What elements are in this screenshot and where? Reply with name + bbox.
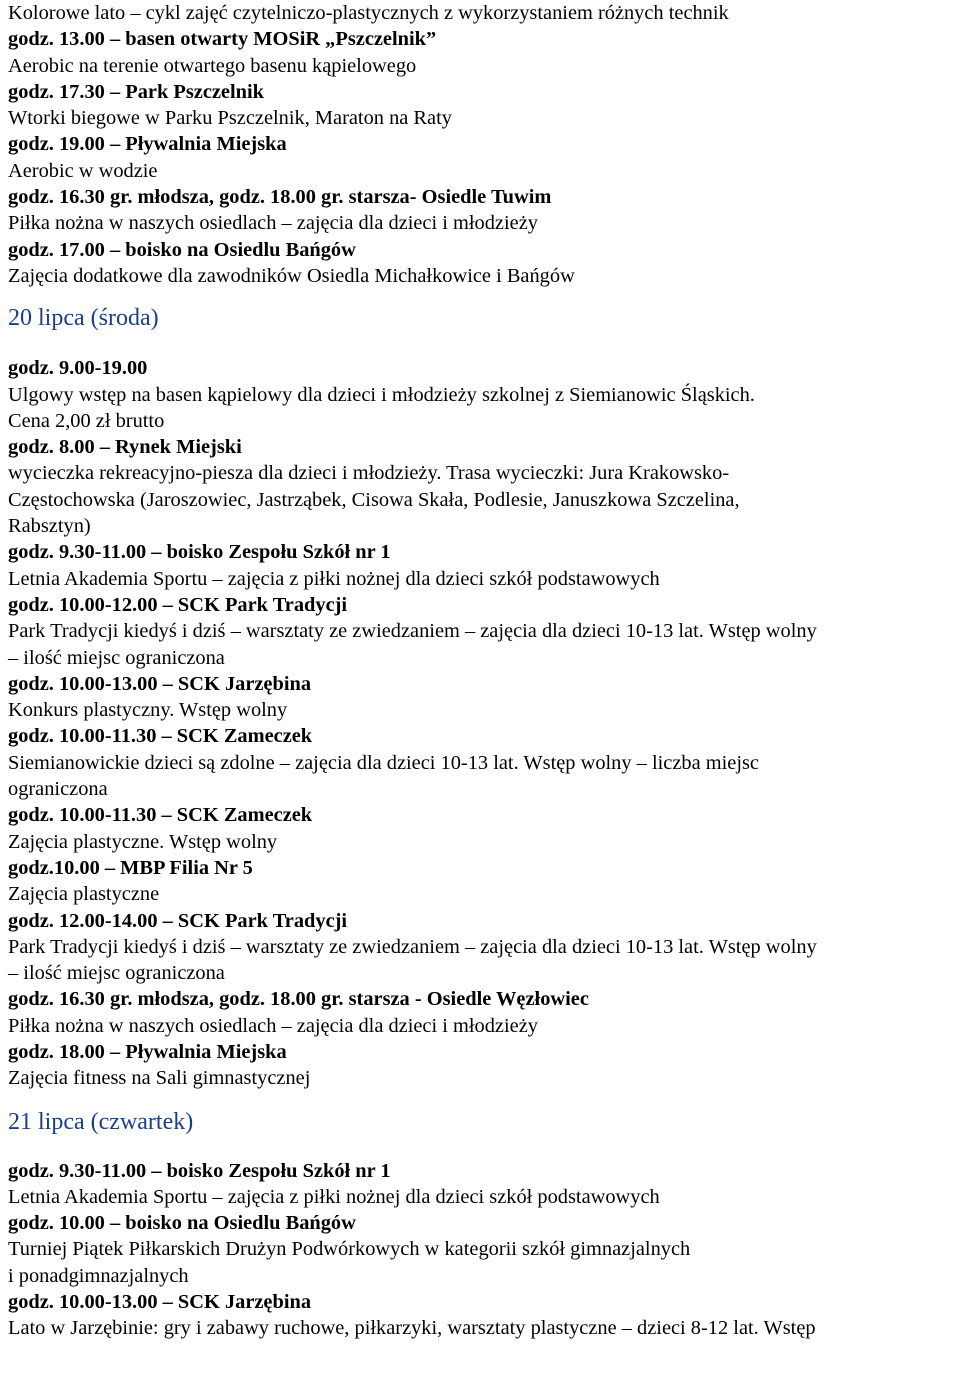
day-heading: 21 lipca (czwartek) bbox=[8, 1108, 194, 1135]
event-description: Kolorowe lato – cykl zajęć czytelniczo-plastycznych z wykorzystaniem różnych technik bbox=[8, 2, 729, 24]
event-time-location: godz. 13.00 – basen otwarty MOSiR „Pszczelnik” bbox=[8, 28, 437, 51]
event-description: – ilość miejsc ograniczona bbox=[8, 646, 225, 669]
schedule-section-day-1 bbox=[8, 355, 952, 1091]
event-description: Cena 2,00 zł brutto bbox=[8, 409, 165, 432]
event-time-location: godz. 18.00 – Pływalnia Miejska bbox=[8, 1040, 287, 1063]
event-description: Piłka nożna w naszych osiedlach – zajęcia dla dzieci i młodzieży bbox=[8, 212, 538, 235]
event-description: Wtorki biegowe w Parku Pszczelnik, Maraton na Raty bbox=[8, 107, 452, 130]
event-time-location: godz. 16.30 gr. młodsza, godz. 18.00 gr. starsza- Osiedle Tuwim bbox=[8, 186, 552, 209]
event-description: Aerobic na terenie otwartego basenu kąpielowego bbox=[8, 54, 417, 77]
event-description: Park Tradycji kiedyś i dziś – warsztaty ze zwiedzaniem – zajęcia dla dzieci 10-13 lat. Wstęp wolny bbox=[8, 620, 817, 643]
day-heading-wrapper bbox=[8, 289, 952, 355]
event-time-location: godz.10.00 – MBP Filia Nr 5 bbox=[8, 856, 253, 879]
event-time-location: godz. 9.30-11.00 – boisko Zespołu Szkół nr 1 bbox=[8, 541, 391, 564]
event-time-location: godz. 10.00 – boisko na Osiedlu Bańgów bbox=[8, 1212, 356, 1235]
event-description: wycieczka rekreacyjno-piesza dla dzieci i młodzieży. Trasa wycieczki: Jura Krakowsko- bbox=[8, 462, 730, 485]
schedule-section-before-day-1 bbox=[8, 0, 952, 289]
event-description: Piłka nożna w naszych osiedlach – zajęcia dla dzieci i młodzieży bbox=[8, 1014, 538, 1037]
event-description: Zajęcia fitness na Sali gimnastycznej bbox=[8, 1067, 311, 1090]
event-time-location: godz. 17.00 – boisko na Osiedlu Bańgów bbox=[8, 238, 356, 261]
event-description: Aerobic w wodzie bbox=[8, 159, 158, 182]
event-time-location: godz. 17.30 – Park Pszczelnik bbox=[8, 80, 264, 103]
event-time-location: godz. 9.30-11.00 – boisko Zespołu Szkół nr 1 bbox=[8, 1159, 391, 1182]
event-description: Lato w Jarzębinie: gry i zabawy ruchowe, piłkarzyki, warsztaty plastyczne – dzieci 8-12 lat. Wstęp bbox=[8, 1317, 816, 1340]
event-description: Rabsztyn) bbox=[8, 515, 91, 538]
event-time-location: godz. 19.00 – Pływalnia Miejska bbox=[8, 133, 287, 156]
event-description: Siemianowickie dzieci są zdolne – zajęcia dla dzieci 10-13 lat. Wstęp wolny – liczba miejsc bbox=[8, 751, 759, 774]
event-description: Park Tradycji kiedyś i dziś – warsztaty ze zwiedzaniem – zajęcia dla dzieci 10-13 lat. Wstęp wolny bbox=[8, 935, 817, 958]
event-description: Częstochowska (Jaroszowiec, Jastrząbek, Cisowa Skała, Podlesie, Januszkowa Szczelina, bbox=[8, 488, 740, 511]
event-time-location: godz. 12.00-14.00 – SCK Park Tradycji bbox=[8, 909, 348, 932]
event-description: Ulgowy wstęp na basen kąpielowy dla dzieci i młodzieży szkolnej z Siemianowic Śląskich. bbox=[8, 383, 755, 406]
event-description: ograniczona bbox=[8, 778, 108, 801]
event-description: Letnia Akademia Sportu – zajęcia z piłki nożnej dla dzieci szkół podstawowych bbox=[8, 567, 660, 590]
event-description: Letnia Akademia Sportu – zajęcia z piłki nożnej dla dzieci szkół podstawowych bbox=[8, 1185, 660, 1208]
event-description: i ponadgimnazjalnych bbox=[8, 1264, 189, 1287]
event-description: – ilość miejsc ograniczona bbox=[8, 962, 225, 985]
event-time-location: godz. 8.00 – Rynek Miejski bbox=[8, 436, 242, 459]
event-description: Zajęcia plastyczne bbox=[8, 883, 160, 906]
event-time-location: godz. 10.00-13.00 – SCK Jarzębina bbox=[8, 1291, 312, 1314]
event-time-location: godz. 10.00-12.00 – SCK Park Tradycji bbox=[8, 593, 348, 616]
schedule-section-day-2 bbox=[8, 1158, 952, 1342]
event-time-location: godz. 16.30 gr. młodsza, godz. 18.00 gr. starsza - Osiedle Węzłowiec bbox=[8, 988, 589, 1011]
day-heading: 20 lipca (środa) bbox=[8, 305, 159, 332]
event-time-location: godz. 10.00-11.30 – SCK Zameczek bbox=[8, 804, 313, 827]
event-time-location: godz. 10.00-13.00 – SCK Jarzębina bbox=[8, 672, 312, 695]
event-time-location: godz. 9.00-19.00 bbox=[8, 357, 148, 380]
event-description: Zajęcia plastyczne. Wstęp wolny bbox=[8, 830, 278, 853]
event-description: Turniej Piątek Piłkarskich Drużyn Podwórkowych w kategorii szkół gimnazjalnych bbox=[8, 1238, 691, 1261]
event-time-location: godz. 10.00-11.30 – SCK Zameczek bbox=[8, 725, 313, 748]
day-heading-wrapper bbox=[8, 1092, 952, 1158]
event-description: Zajęcia dodatkowe dla zawodników Osiedla Michałkowice i Bańgów bbox=[8, 264, 575, 287]
event-description: Konkurs plastyczny. Wstęp wolny bbox=[8, 699, 288, 722]
